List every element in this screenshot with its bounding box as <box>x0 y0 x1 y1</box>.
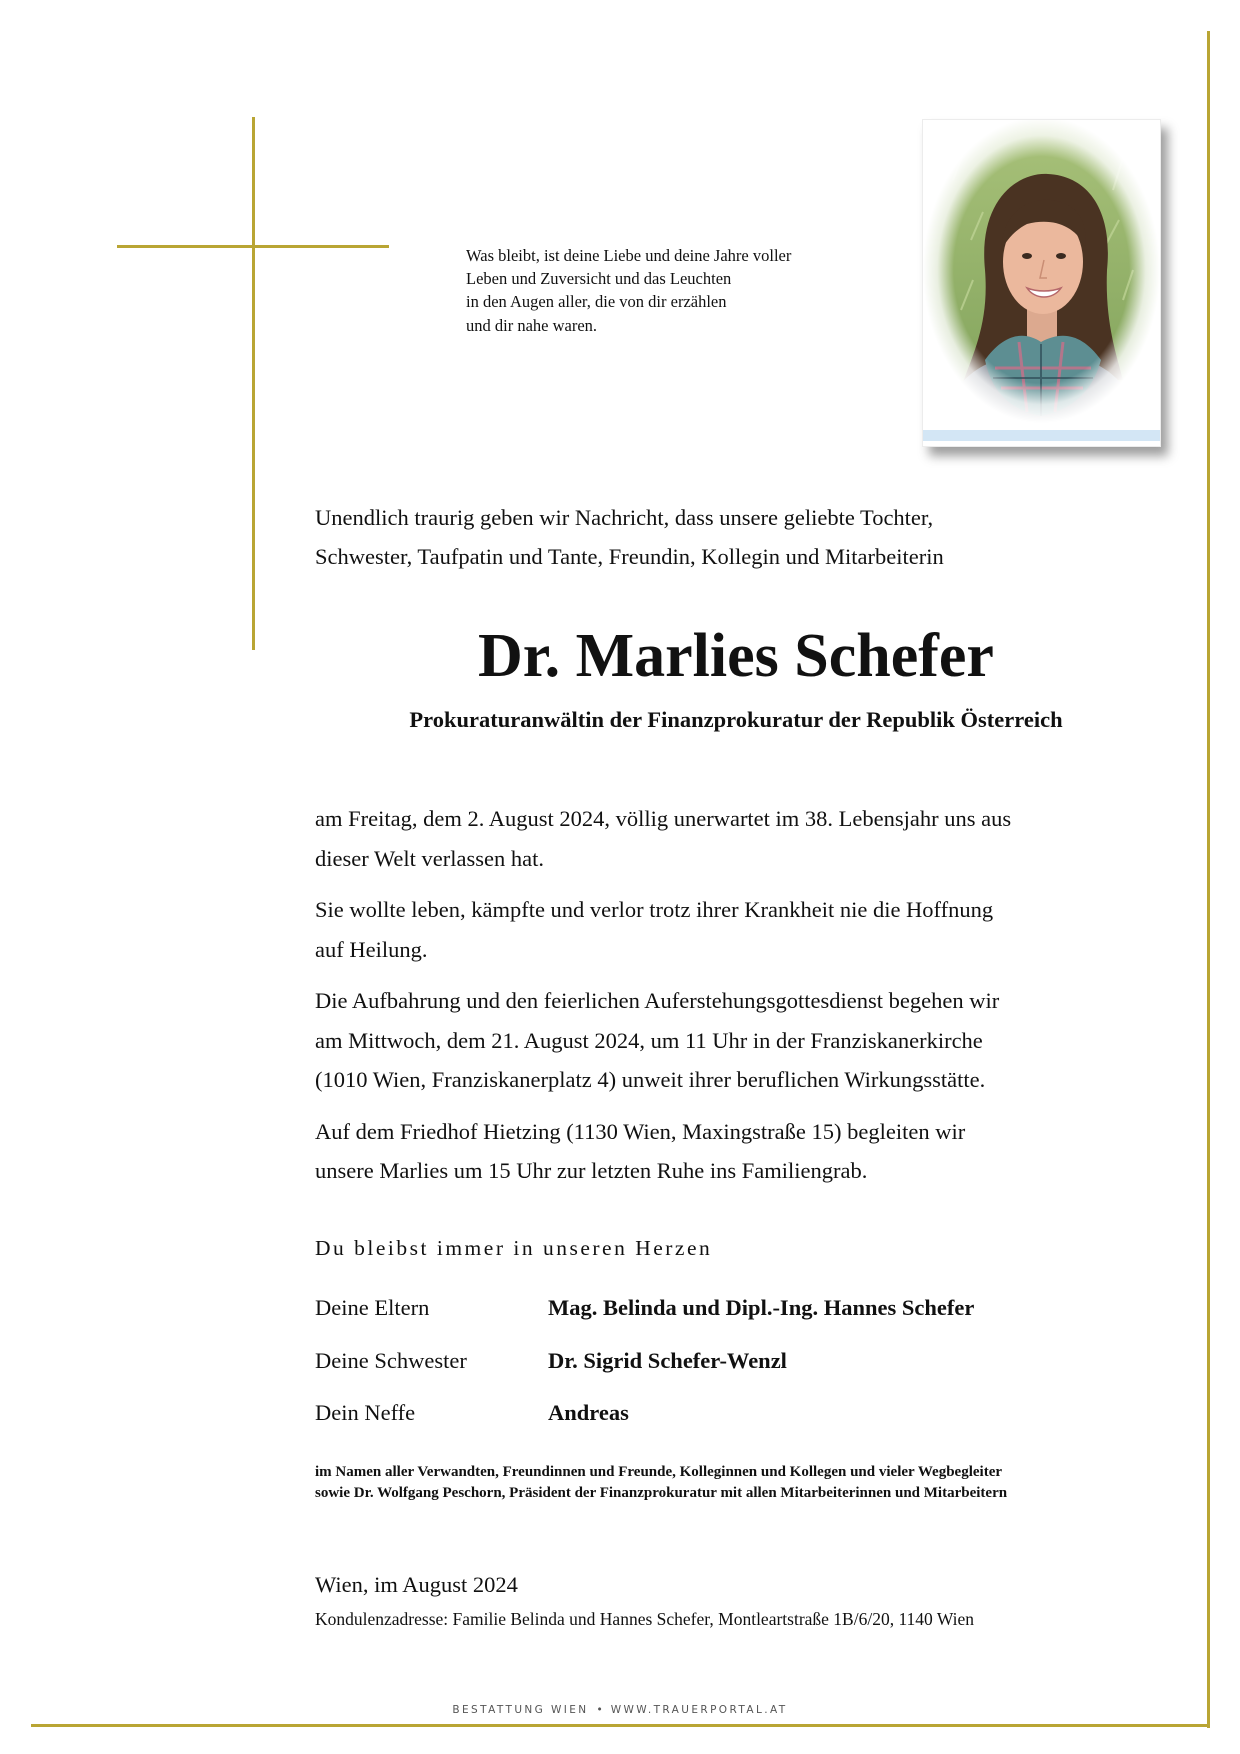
on-behalf-note <box>315 1462 1007 1505</box>
footer-brand: BESTATTUNG WIEN <box>452 1704 589 1716</box>
photo-caption-strip <box>923 430 1160 441</box>
portrait-photo-frame <box>922 119 1161 447</box>
body-line: unsere Marlies um 15 Uhr zur letzten Ruhe ins Familiengrab. <box>315 1158 868 1183</box>
body-line: (1010 Wien, Franziskanerplatz 4) unweit ihrer beruflichen Wirkungsstätte. <box>315 1067 986 1092</box>
family-row <box>315 1387 1175 1440</box>
cross-vertical-bar <box>252 117 255 650</box>
announcement-body <box>315 799 1011 1191</box>
closing-phrase: Du bleibst immer in unseren Herzen <box>315 1236 713 1260</box>
family-list <box>315 1282 1175 1440</box>
portrait-photo <box>923 120 1160 426</box>
family-names: Mag. Belinda und Dipl.-Ing. Hannes Schefer <box>548 1295 975 1320</box>
on-behalf-line: im Namen aller Verwandten, Freundinnen und Freunde, Kolleginnen und Kollegen und vieler Wegbegleiter <box>315 1464 1003 1480</box>
border-line-right <box>1207 31 1210 1728</box>
family-names: Dr. Sigrid Schefer-Wenzl <box>548 1347 787 1373</box>
place-date: Wien, im August 2024 <box>315 1572 518 1597</box>
deceased-name: Dr. Marlies Schefer <box>478 622 994 690</box>
family-relation: Deine Schwester <box>315 1347 467 1373</box>
quote-line: in den Augen aller, die von dir erzählen <box>466 292 727 312</box>
family-row <box>315 1335 1175 1388</box>
family-row <box>315 1282 1175 1335</box>
quote-line: Was bleibt, ist deine Liebe und deine Jahre voller <box>466 246 792 265</box>
body-line: Auf dem Friedhof Hietzing (1130 Wien, Maxingstraße 15) begleiten wir <box>315 1118 966 1144</box>
body-line: Sie wollte leben, kämpfte und verlor trotz ihrer Krankheit nie die Hoffnung <box>315 897 994 922</box>
family-names: Andreas <box>548 1400 629 1425</box>
condolence-address: Kondulenzadresse: Familie Belinda und Hannes Schefer, Montleartstraße 1B/6/20, 1140 Wien <box>315 1609 975 1629</box>
on-behalf-line: sowie Dr. Wolfgang Peschorn, Präsident der Finanzprokuratur mit allen Mitarbeiterinnen und Mitarbeitern <box>315 1485 1008 1502</box>
body-line: dieser Welt verlassen hat. <box>315 845 544 871</box>
body-line: am Mittwoch, dem 21. August 2024, um 11 Uhr in der Franziskanerkirche <box>315 1027 983 1053</box>
family-relation: Deine Eltern <box>315 1295 430 1320</box>
announcement-intro <box>315 498 944 576</box>
footer-separator: • <box>596 1704 603 1716</box>
family-relation: Dein Neffe <box>315 1400 416 1425</box>
body-line: auf Heilung. <box>315 936 428 962</box>
cross-horizontal-bar <box>117 245 389 248</box>
body-paragraph <box>315 890 1011 969</box>
deceased-title: Prokuraturanwältin der Finanzprokuratur der Republik Österreich <box>409 707 1063 732</box>
intro-line: Unendlich traurig geben wir Nachricht, dass unsere geliebte Tochter, <box>315 505 934 530</box>
memorial-quote <box>466 244 791 337</box>
intro-line: Schwester, Taufpatin und Tante, Freundin, Kollegin und Mitarbeiterin <box>315 544 944 570</box>
quote-line: Leben und Zuversicht und das Leuchten <box>466 269 732 289</box>
quote-line: und dir nahe waren. <box>466 315 598 335</box>
body-paragraph <box>315 1112 1011 1191</box>
body-paragraph <box>315 799 1011 878</box>
body-paragraph <box>315 981 1011 1100</box>
footer-website: WWW.TRAUERPORTAL.AT <box>610 1704 788 1716</box>
footer <box>420 1702 820 1718</box>
body-line: Die Aufbahrung und den feierlichen Auferstehungsgottesdienst begehen wir <box>315 988 1000 1013</box>
border-line-bottom <box>31 1724 1210 1727</box>
body-line: am Freitag, dem 2. August 2024, völlig unerwartet im 38. Lebensjahr uns aus <box>315 806 1012 831</box>
